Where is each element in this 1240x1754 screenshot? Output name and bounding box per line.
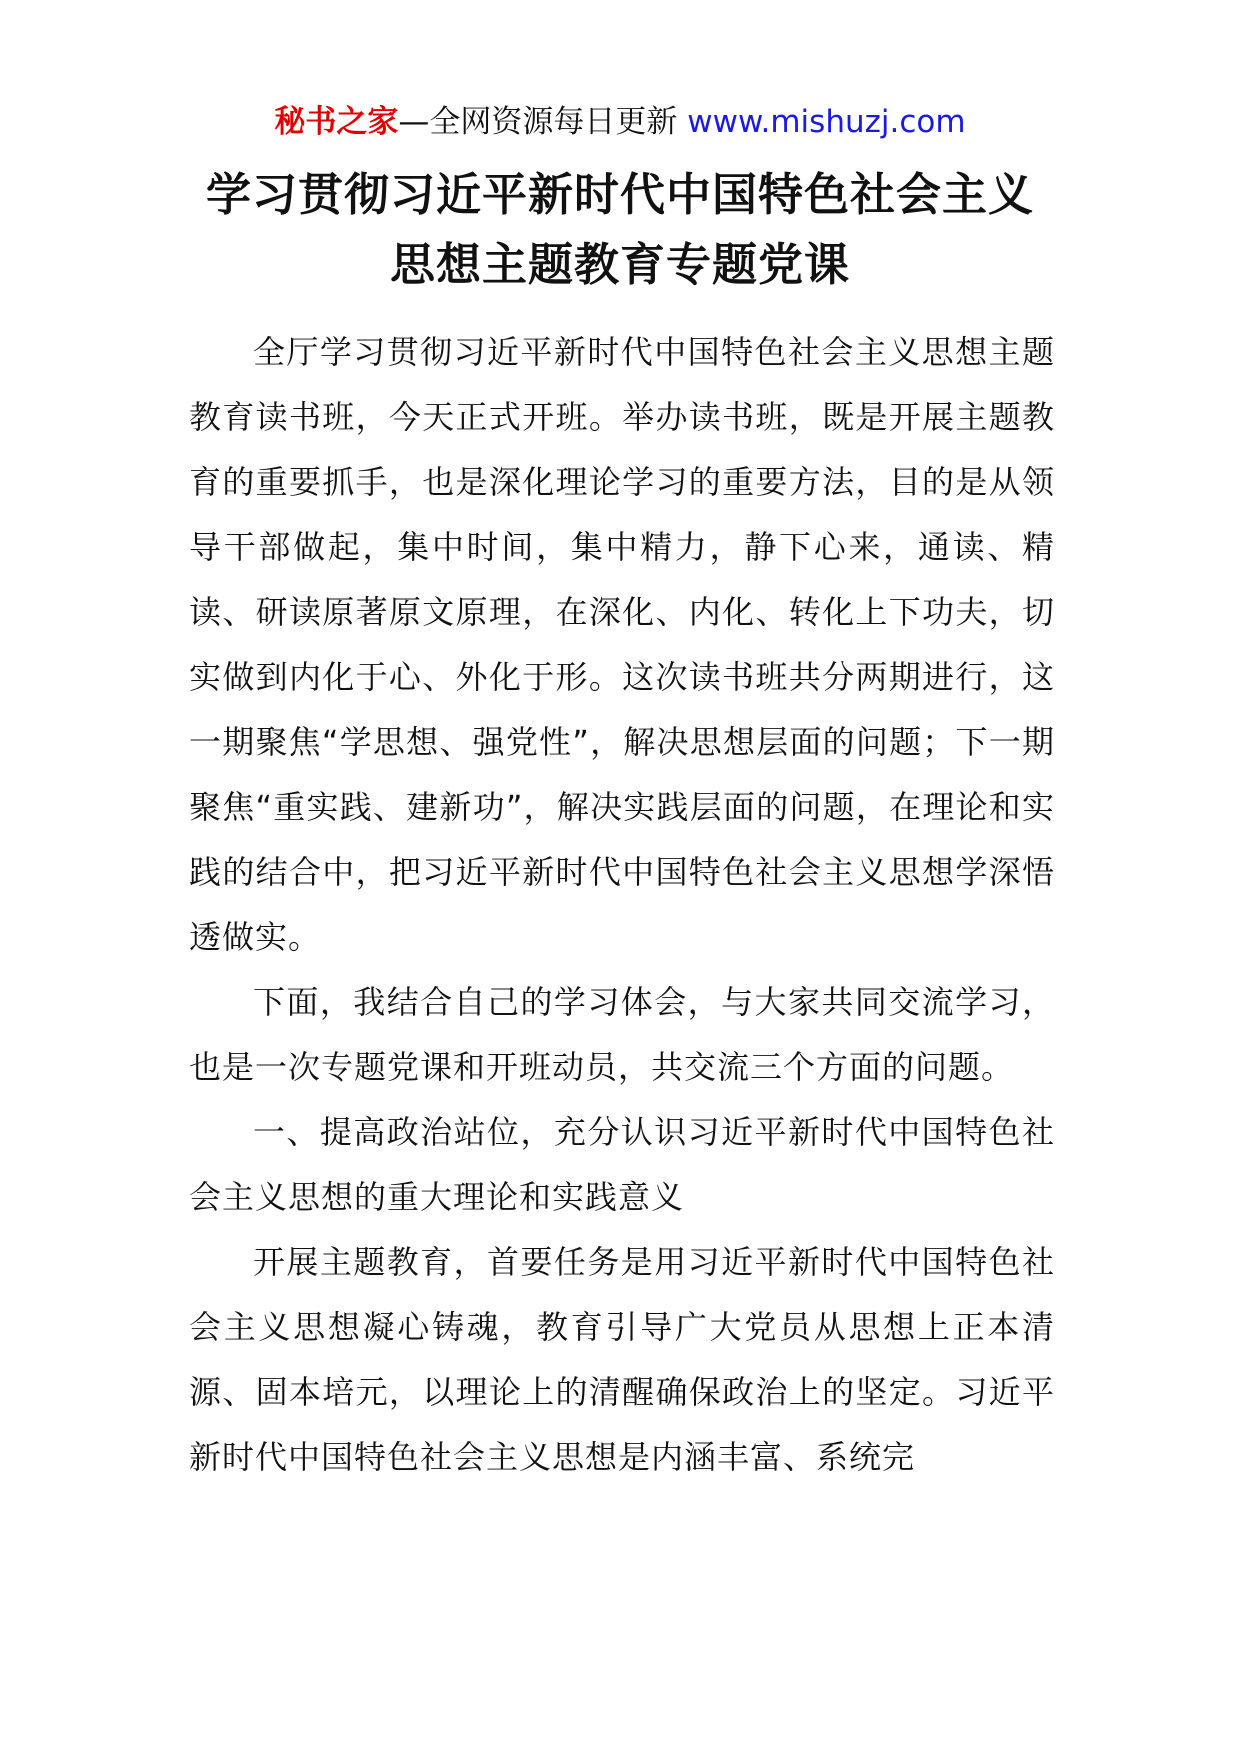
document-title — [150, 160, 1090, 300]
document-body — [189, 320, 1055, 1490]
body-paragraph: 开展主题教育，首要任务是用习近平新时代中国特色社会主义思想凝心铸魂，教育引导广大党员从思想上正本清源、固本培元，以理论上的清醒确保政治上的坚定。习近平新时代中国特色社会主义思想是内涵丰富、系统完 — [189, 1243, 1055, 1476]
site-url-link[interactable]: www.mishuzj.com — [687, 104, 966, 140]
site-brand: 秘书之家 — [274, 104, 399, 140]
body-paragraph: 全厅学习贯彻习近平新时代中国特色社会主义思想主题教育读书班，今天正式开班。举办读书班，既是开展主题教育的重要抓手，也是深化理论学习的重要方法，目的是从领导干部做起，集中时间，集中精力，静下心来，通读、精读、研读原著原文原理，在深化、内化、转化上下功夫，切实做到内化于心、外化于形。这次读书班共分两期进行，这一期聚焦“学思想、强党性”，解决思想层面的问题；下一期聚焦“重实践、建新功”，解决实践层面的问题，在理论和实践的结合中，把习近平新时代中国特色社会主义思想学深悟透做实。 — [189, 333, 1055, 956]
title-line-1: 学习贯彻习近平新时代中国特色社会主义 — [205, 168, 1034, 221]
site-header — [0, 100, 1240, 144]
section-heading: 一、提高政治站位，充分认识习近平新时代中国特色社会主义思想的重大理论和实践意义 — [189, 1113, 1055, 1216]
title-line-2: 思想主题教育专题党课 — [389, 238, 850, 291]
body-paragraph: 下面，我结合自己的学习体会，与大家共同交流学习，也是一次专题党课和开班动员，共交流三个方面的问题。 — [189, 983, 1055, 1086]
site-tagline: —全网资源每日更新 — [398, 104, 688, 140]
